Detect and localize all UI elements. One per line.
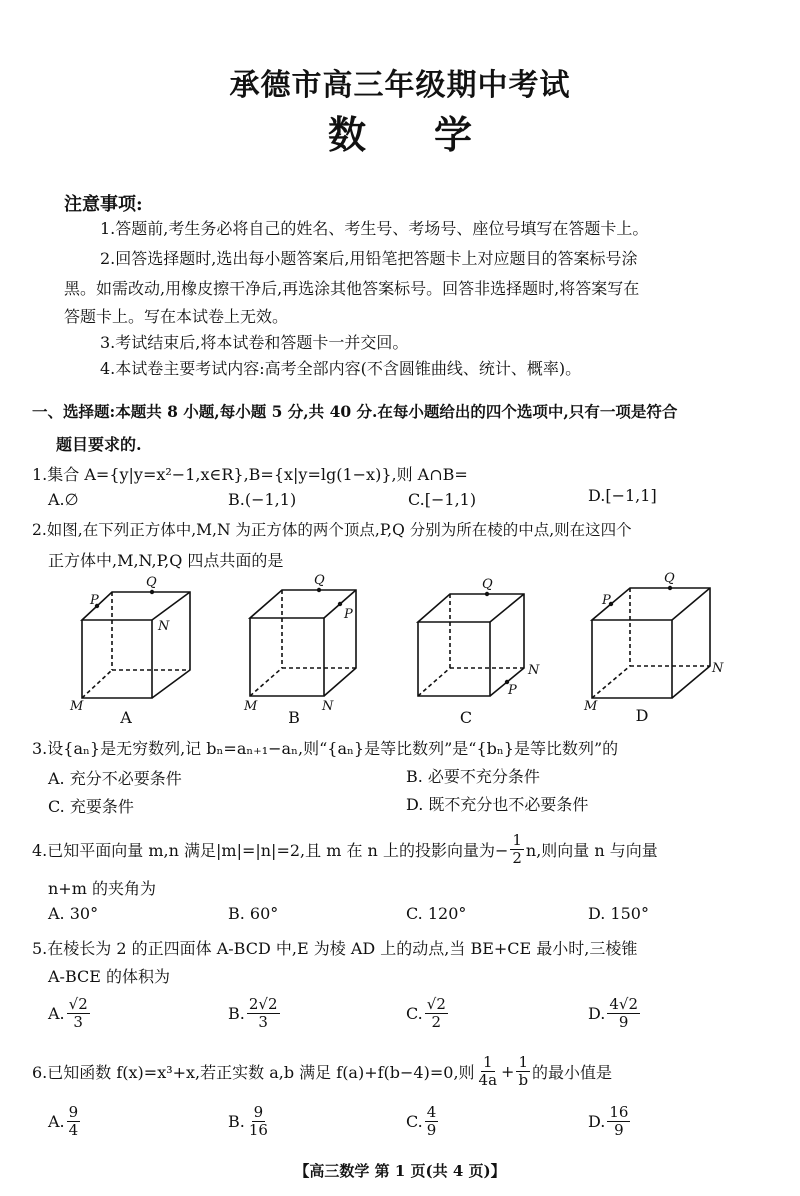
q5-d-den: 9 [618,1012,629,1031]
q5-b-den: 3 [258,1012,268,1031]
q6-f2-num: 1 [518,1053,529,1071]
cube-caption-b: B [288,708,300,727]
q5-option-d-label: D. [588,1003,606,1023]
q6-f1-num: 1 [483,1053,493,1071]
q3-stem: 3.设{aₙ}是无穷数列,记 bₙ=aₙ₊₁−aₙ,则“{aₙ}是等比数列”是“{bₙ}是等比数列”的 [32,739,619,758]
q6-c-num: 4 [426,1103,437,1121]
q4-fraction [510,832,524,866]
q5-option-c [406,996,450,1030]
q4-stem-2: n+m 的夹角为 [48,879,156,898]
q5-c-den: 2 [431,1012,442,1031]
q2-stem-2: 正方体中,M,N,P,Q 四点共面的是 [48,551,284,570]
cube-caption-d: D [635,706,649,725]
q4-option-c: C. 120° [406,904,467,923]
q4-stem [32,832,658,866]
q3-option-b: B. 必要不充分条件 [406,767,540,786]
q6-d-den: 9 [614,1120,624,1139]
q6-stem [32,1054,612,1088]
label-m-d: M [584,699,598,714]
q5-c-num: √2 [426,995,446,1013]
exam-title: 承德市高三年级期中考试 [229,68,571,103]
q3-option-a: A. 充分不必要条件 [48,769,182,788]
cube-caption-c: C [459,708,473,727]
q5-option-c-label: C. [406,1003,423,1023]
q6-option-d [588,1104,632,1138]
q6-b-den: 16 [248,1120,268,1139]
q1-option-d: D.[−1,1] [588,486,657,505]
q4-option-a: A. 30° [48,904,99,923]
q6-c-den: 9 [426,1120,437,1139]
q6-option-b [228,1104,272,1138]
label-q-b: Q [314,573,325,588]
label-n-c: N [528,663,540,678]
q4-stem-b: n,则向量 n 与向量 [525,840,658,860]
label-p-c: P [508,683,517,698]
q5-option-b [228,996,282,1030]
q6-stem-b: 的最小值是 [532,1062,613,1082]
label-q-d: Q [664,571,675,586]
label-n-a: N [158,619,170,634]
label-p-b: P [344,607,353,622]
label-q-a: Q [146,575,157,590]
q4-frac-den: 2 [512,848,522,867]
q1-option-a: A.∅ [48,490,79,509]
q6-plus: + [501,1061,515,1081]
q6-d-num: 16 [609,1103,629,1121]
q5-d-num: 4√2 [609,995,638,1013]
q5-option-d [588,996,642,1030]
q5-a-num: √2 [68,995,88,1013]
q6-a-den: 4 [68,1120,79,1139]
q5-b-num: 2√2 [248,995,278,1013]
q6-option-b-label: B. [228,1111,245,1131]
notice-line-2: 2.回答选择题时,选出每小题答案后,用铅笔把答题卡上对应题目的答案标号涂 [100,249,638,268]
q5-stem-2: A-BCE 的体积为 [48,967,171,986]
q1-option-c: C.[−1,1) [408,490,477,509]
label-q-c: Q [482,577,493,592]
q5-option-b-label: B. [228,1003,245,1023]
notice-line-6: 4.本试卷主要考试内容:高考全部内容(不含圆锥曲线、统计、概率)。 [100,359,582,378]
q4-frac-num: 1 [512,831,522,849]
q6-a-num: 9 [68,1103,79,1121]
notice-line-3: 黑。如需改动,用橡皮擦干净后,再选涂其他答案标号。回答非选择题时,将答案写在 [64,279,640,298]
label-n-b: N [322,699,334,714]
q5-a-den: 3 [73,1012,83,1031]
q6-f2-den: b [518,1070,529,1089]
q6-option-a [48,1104,82,1138]
q5-option-a-label: A. [48,1003,65,1023]
q1-stem: 1.集合 A={y|y=x²−1,x∈R},B={x|y=lg(1−x)},则 A∩B= [32,465,468,484]
q6-f1-den: 4a [478,1070,498,1089]
label-p-d: P [602,593,611,608]
subject-title: 数学 [327,112,540,157]
q6-stem-a: 6.已知函数 f(x)=x³+x,若正实数 a,b 满足 f(a)+f(b−4)=0,则 [32,1062,475,1082]
label-m-a: M [70,699,84,714]
q6-b-num: 9 [253,1103,264,1121]
label-p-a: P [90,593,99,608]
q6-option-c-label: C. [406,1111,423,1131]
q4-option-b: B. 60° [228,904,279,923]
q6-option-a-label: A. [48,1111,65,1131]
q2-cube-figures [0,570,800,730]
label-n-d: N [712,661,724,676]
label-m-b: M [244,699,258,714]
notice-line-1: 1.答题前,考生务必将自己的姓名、考生号、考场号、座位号填写在答题卡上。 [100,219,649,238]
notice-line-5: 3.考试结束后,将本试卷和答题卡一并交回。 [100,333,409,352]
q4-stem-a: 4.已知平面向量 m,n 满足|m|=|n|=2,且 m 在 n 上的投影向量为− [32,840,509,860]
q5-option-a [48,996,92,1030]
notice-line-4: 答题卡上。写在本试卷上无效。 [64,307,289,326]
q4-option-d: D. 150° [588,904,649,923]
q3-option-c: C. 充要条件 [48,797,134,816]
notice-heading: 注意事项: [64,194,143,215]
page-footer: 【高三数学 第 1 页(共 4 页)】 [294,1162,506,1180]
q3-option-d: D. 既不充分也不必要条件 [406,795,589,814]
section-heading-cont: 题目要求的. [56,435,142,454]
cube-caption-a: A [120,708,132,727]
section-heading: 一、选择题:本题共 8 小题,每小题 5 分,共 40 分.在每小题给出的四个选项中,只有一项是符合 [32,402,678,421]
q5-stem-1: 5.在棱长为 2 的正四面体 A-BCD 中,E 为棱 AD 上的动点,当 BE+CE 最小时,三棱锥 [32,939,638,958]
q6-option-d-label: D. [588,1111,606,1131]
q6-option-c [406,1104,440,1138]
q2-stem-1: 2.如图,在下列正方体中,M,N 为正方体的两个顶点,P,Q 分别为所在棱的中点,则在这四个 [32,521,632,539]
q1-option-b: B.(−1,1) [228,490,297,509]
